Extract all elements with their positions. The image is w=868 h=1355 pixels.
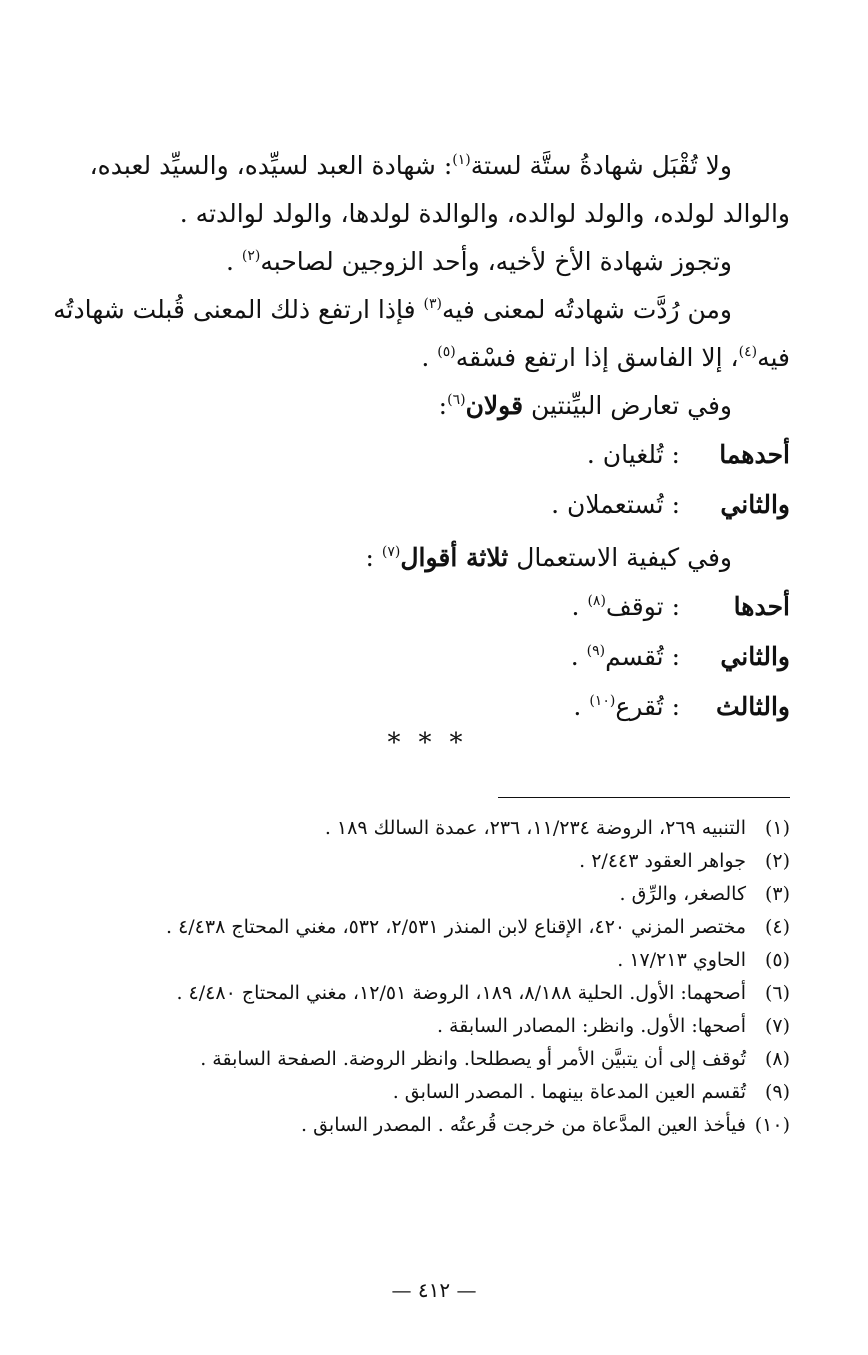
- paragraph-rejected-testimony: [53, 286, 790, 334]
- footnote-ref[interactable]: (٨): [587, 593, 606, 609]
- paragraph-rejected-testimony-cont: فيه$^{(٤)}$، إلا الفاسق إذا ارتفع فسْقه$^{(٥)}$ .: [421, 343, 790, 372]
- list-item: والثاني: تُستعملان .: [551, 490, 790, 519]
- footnote-ref[interactable]: (٣): [423, 296, 442, 312]
- paragraph-permitted-testimony: وتجوز شهادة الأخ لأخيه، وأحد الزوجين لصاحبه$^{(٢)}$ .: [226, 247, 732, 276]
- footnote-divider: [498, 797, 790, 798]
- footnote-ref[interactable]: (٧): [381, 544, 401, 560]
- list-item: أحدهما: تُلغيان .: [586, 440, 790, 469]
- main-text: [53, 142, 790, 732]
- footnote: (٦) أصحهما: الأول. الحلية ٨/١٨٨، ١٨٩، الروضة ١٢/٥١، مغني المحتاج ٤/٤٨٠ .: [176, 982, 790, 1004]
- paragraph-inadmissible-testimony: [70, 142, 790, 190]
- footnote: (٩) تُقسم العين المدعاة بينهما . المصدر السابق .: [392, 1081, 790, 1103]
- footnote-ref[interactable]: (٩): [586, 643, 606, 659]
- page-number: — ٤١٢ —: [391, 1278, 477, 1302]
- footnotes: [70, 812, 790, 1142]
- footnote: (٣) كالصغر، والرِّق .: [619, 883, 790, 905]
- footnote: (٨) تُوقف إلى أن يتبيَّن الأمر أو يصطلحا. وانظر الروضة. الصفحة السابقة .: [200, 1048, 790, 1070]
- footnote-ref[interactable]: (٦): [447, 392, 466, 408]
- paragraph-application-method: وفي كيفية الاستعمال ثلاثة أقوال$^{(٧)}$ :: [365, 543, 732, 572]
- text-line: ومن رُدَّت شهادتُه لمعنى فيه$^{(٣)}$ فإذا ارتفع ذلك المعنى قُبلت شهادتُه: [53, 295, 732, 324]
- footnote-ref[interactable]: (٥): [437, 344, 456, 360]
- footnote-ref[interactable]: (١٠): [589, 693, 616, 709]
- paragraph-inadmissible-testimony-cont: والوالد لولده، والولد لوالده، والوالدة لولدها، والولد لوالدته .: [179, 199, 790, 228]
- paragraph-conflicting-evidence: وفي تعارض البيِّنتين قولان$^{(٦)}$:: [438, 391, 732, 420]
- footnote-ref[interactable]: (١): [452, 152, 471, 168]
- footnote: (١٠) فيأخذ العين المدَّعاة من خرجت قُرعتُه . المصدر السابق .: [300, 1114, 790, 1136]
- footnote: (٤) مختصر المزني ٤٢٠، الإقناع لابن المنذر ٢/٥٣١، ٥٣٢، مغني المحتاج ٤/٤٣٨ .: [165, 916, 790, 938]
- list-item: والثاني: تُقسم$^{(٩)}$ .: [570, 642, 790, 671]
- list-item: أحدها: توقف$^{(٨)}$ .: [571, 592, 790, 621]
- footnote: (٥) الحاوي ١٧/٢١٣ .: [617, 949, 790, 971]
- list-item: والثالث: تُقرع$^{(١٠)}$ .: [573, 692, 790, 721]
- section-separator: ***: [387, 728, 481, 758]
- footnote-ref[interactable]: (٤): [738, 344, 758, 360]
- footnote-ref[interactable]: (٢): [241, 248, 261, 264]
- footnote: (١) التنبيه ٢٦٩، الروضة ١١/٢٣٤، ٢٣٦، عمدة السالك ١٨٩ .: [324, 817, 790, 839]
- footnote: (٢) جواهر العقود ٢/٤٤٣ .: [579, 850, 790, 872]
- text-line: ولا تُقْبَل شهادةُ ستَّة لستة$^{(١)}$: شهادة العبد لسيِّده، والسيِّد لعبده،: [89, 151, 732, 180]
- footnote: (٧) أصحها: الأول. وانظر: المصادر السابقة .: [436, 1015, 790, 1037]
